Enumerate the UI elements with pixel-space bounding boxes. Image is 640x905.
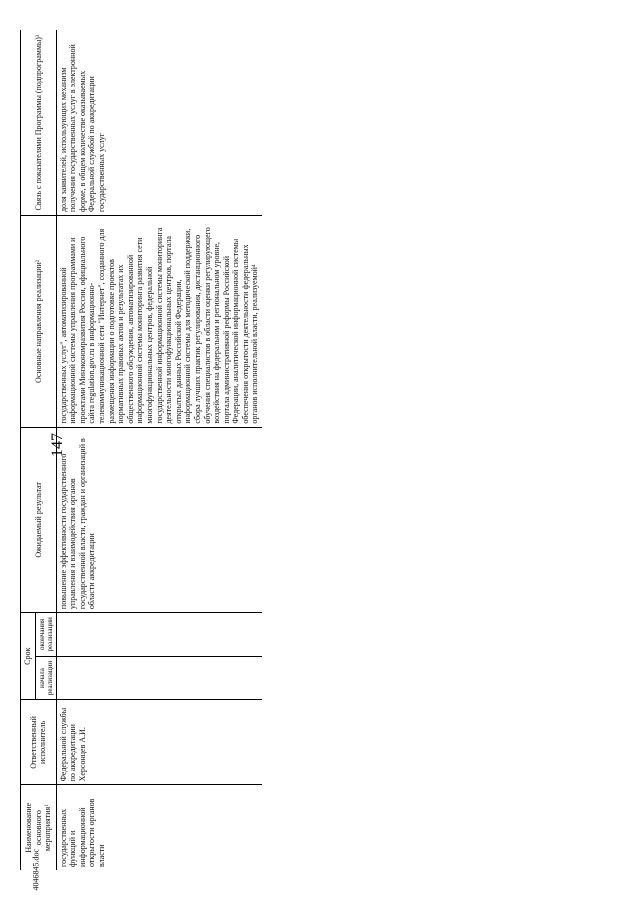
cell-directions-footnote: 4 [252, 264, 258, 268]
measures-table [20, 30, 262, 870]
cell-result: повышение эффективности государственного управления и взаимодействия органов государственной власти, граждан и организаций в области аккредитации [56, 427, 262, 612]
cell-executor: Федеральной службы по аккредитации Херсонцев А.И. [56, 700, 262, 785]
header-name: Наименование основного мероприятия$^1$ [21, 785, 57, 870]
header-executor: Ответственный исполнитель [21, 700, 57, 785]
header-name-footnote: 1 [45, 804, 51, 807]
header-result: Ожидаемый результат [21, 427, 57, 612]
header-directions-footnote: 2 [35, 259, 41, 263]
page-number: 147 [49, 433, 66, 457]
cell-link: доля заявителей, использующих механизм получения государственных услуг в электронной форме, в общем количестве оказываемых Федеральной службой по аккредитации государственных услуг [58, 44, 106, 213]
header-link-footnote: 3 [35, 34, 41, 38]
cell-term-start [56, 656, 262, 700]
header-term-end: окончания реализации [35, 613, 56, 657]
cell-name: государственных функций и информационной открытости органов власти [56, 785, 262, 870]
table-row [56, 30, 262, 870]
cell-directions: государственных услуг", автоматизированной информационной системы управления программами и проектами Минэкономразвития России, официального сайта regulation.gov.ru в информационно-телекоммуникационной сети "Интернет", созданного для размещения информации о подготовке проектов нормативных правовых актов и результатах их общественного обсуждения, автоматизированной информационной системы мониторинга развития сети многофункциональных центров, федеральной государственной информационной системы мониторинга деятельности многофункциональных центров, портала открытых данных Российской Федерации, информационной системы для методической поддержки, сбора лучших практик регулирования, дистанционного обучения специалистов в области оценки регулирующего воздействия на федеральном и региональном уровне, портала административной реформы Российской Федерации, аналитической информационной системы обеспечения открытости деятельности федеральных органов исполнительной власти, реализуемой$^4$ [56, 216, 262, 428]
header-directions: Основные направления реализации$^2$ [21, 216, 57, 428]
cell-term-end [56, 613, 262, 657]
header-term: Срок [21, 613, 36, 700]
rotated-table-wrapper [20, 0, 560, 890]
header-link: Связь с показателями Программы (подпрограммы)$^3$ [21, 30, 57, 216]
header-term-start: начала реализации [35, 656, 56, 700]
footer-doc-code: 4046845.doc [31, 848, 41, 891]
